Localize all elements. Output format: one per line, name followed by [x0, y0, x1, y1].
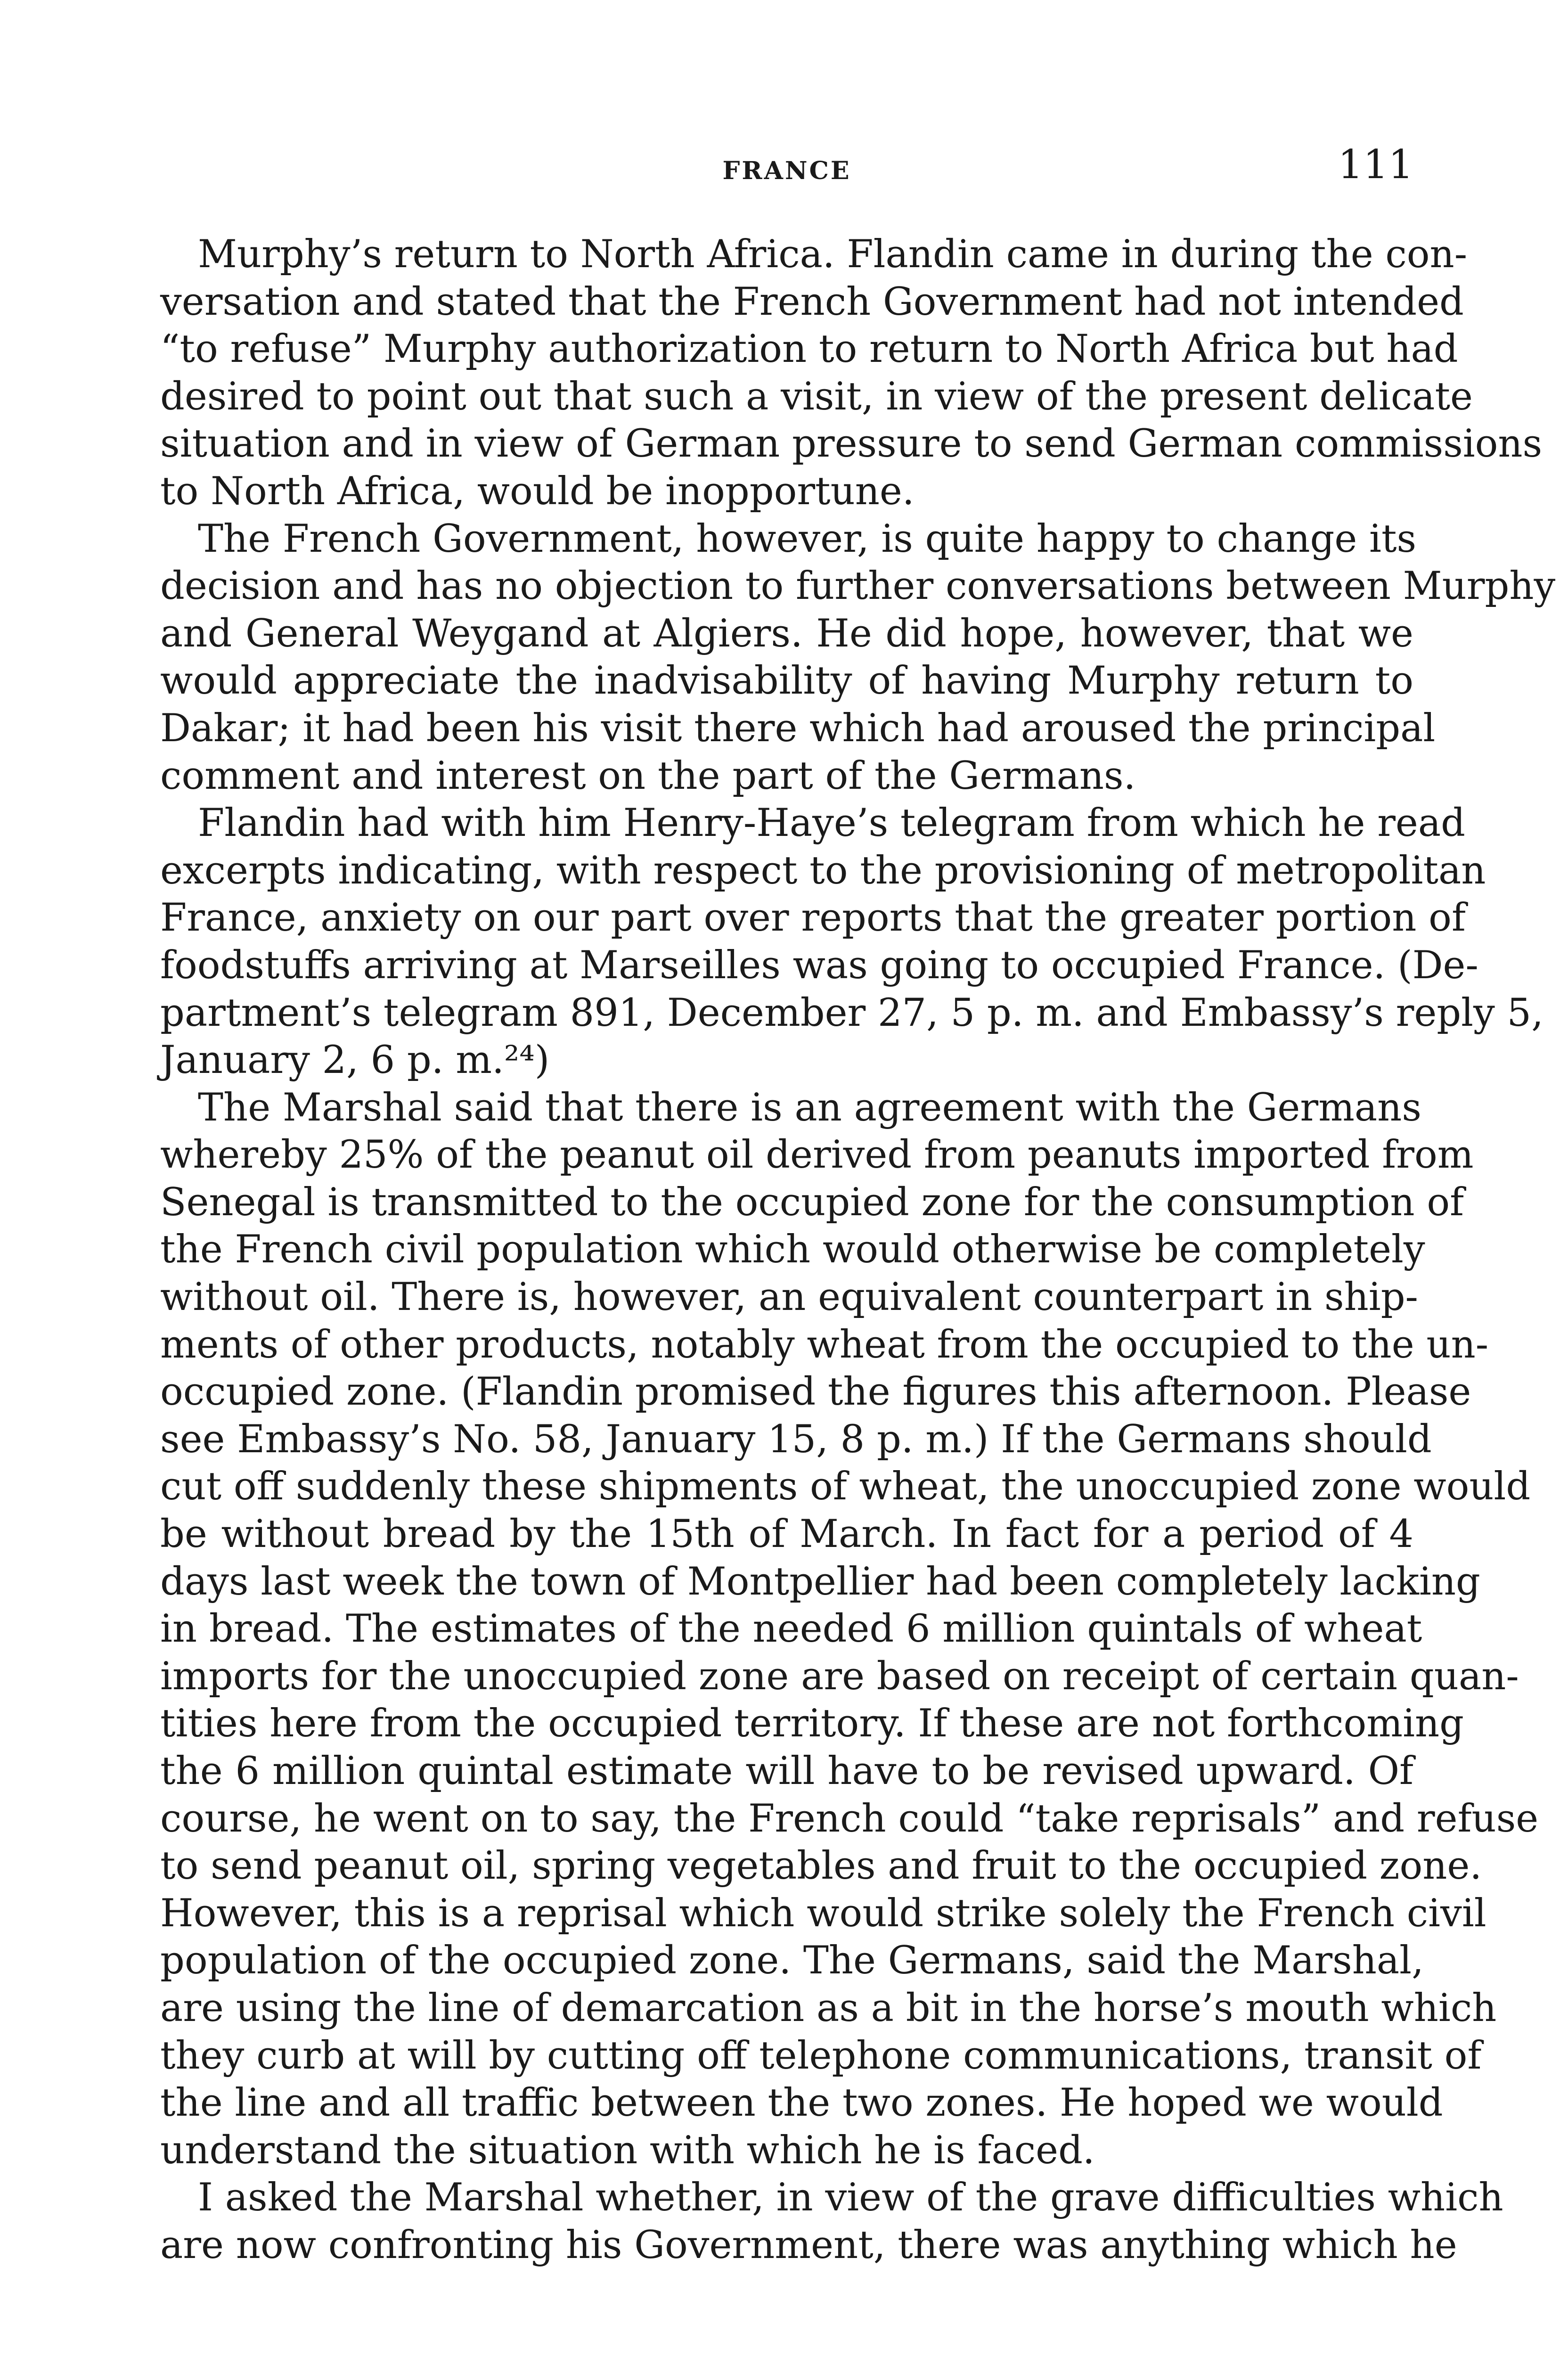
- text-line: “to refuse” Murphy authorization to return to North Africa but had: [160, 327, 1458, 372]
- text-line: Murphy’s return to North Africa. Flandin came in during the con-: [198, 232, 1468, 277]
- text-line: tities here from the occupied territory. If these are not forthcoming: [160, 1702, 1464, 1746]
- paragraph: [160, 800, 1544, 1084]
- text-line: to send peanut oil, spring vegetables and fruit to the occupied zone.: [160, 1844, 1482, 1889]
- text-line: are using the line of demarcation as a bit in the horse’s mouth which: [160, 1986, 1497, 2030]
- text-line: The Marshal said that there is an agreement with the Germans: [198, 1085, 1421, 1130]
- text-line: they curb at will by cutting off telephone communications, transit of: [160, 2033, 1482, 2078]
- text-line: Flandin had with him Henry-Haye’s telegram from which he read: [198, 801, 1466, 846]
- text-line: Senegal is transmitted to the occupied zone for the consumption of: [160, 1180, 1464, 1225]
- body-text: [160, 231, 1556, 2269]
- text-line: comment and interest on the part of the Germans.: [160, 753, 1136, 798]
- text-line: whereby 25% of the peanut oil derived from peanuts imported from: [160, 1133, 1474, 1178]
- text-line: I asked the Marshal whether, in view of the grave difficulties which: [198, 2176, 1503, 2220]
- paragraph: [160, 231, 1543, 515]
- text-line: Dakar; it had been his visit there which had aroused the principal: [160, 706, 1436, 751]
- text-line: foodstuffs arriving at Marseilles was going to occupied France. (De-: [160, 943, 1478, 988]
- running-head: [160, 141, 1413, 193]
- text-line: without oil. There is, however, an equivalent counterpart in ship-: [160, 1275, 1418, 1320]
- paragraph: [160, 515, 1556, 800]
- text-line: in bread. The estimates of the needed 6 million quintals of wheat: [160, 1607, 1422, 1652]
- text-line: occupied zone. (Flandin promised the figures this afternoon. Please: [160, 1370, 1471, 1415]
- text-line: desired to point out that such a visit, in view of the present delicate: [160, 374, 1473, 419]
- text-line: excerpts indicating, with respect to the provisioning of metropolitan: [160, 848, 1486, 893]
- text-line: the French civil population which would otherwise be completely: [160, 1227, 1425, 1272]
- paragraph: [160, 1084, 1539, 2175]
- text-line: are now confronting his Government, there was anything which he: [160, 2223, 1457, 2267]
- text-line: partment’s telegram 891, December 27, 5 p. m. and Embassy’s reply 5,: [160, 990, 1544, 1035]
- text-line: be without bread by the 15th of March. In fact for a period of 4: [160, 1512, 1413, 1557]
- text-line: population of the occupied zone. The Germans, said the Marshal,: [160, 1939, 1424, 1983]
- text-line: ments of other products, notably wheat from the occupied to the un-: [160, 1322, 1489, 1367]
- page-number: 111: [1338, 141, 1413, 188]
- text-line: to North Africa, would be inopportune.: [160, 469, 915, 514]
- text-line: The French Government, however, is quite happy to change its: [198, 516, 1417, 561]
- text-line: cut off suddenly these shipments of wheat, the unoccupied zone would: [160, 1464, 1531, 1509]
- text-line: understand the situation with which he is faced.: [160, 2128, 1095, 2173]
- text-line: versation and stated that the French Government had not intended: [160, 279, 1464, 324]
- text-line: and General Weygand at Algiers. He did hope, however, that we: [160, 611, 1413, 656]
- text-line: However, this is a reprisal which would strike solely the French civil: [160, 1891, 1486, 1936]
- text-line: January 2, 6 p. m.²⁴): [160, 1038, 550, 1083]
- text-line: the 6 million quintal estimate will have to be revised upward. Of: [160, 1749, 1413, 1793]
- text-line: France, anxiety on our part over reports that the greater portion of: [160, 896, 1466, 941]
- text-line: would appreciate the inadvisability of having Murphy return to: [160, 659, 1413, 704]
- text-line: decision and has no objection to further conversations between Murphy: [160, 564, 1556, 609]
- text-line: see Embassy’s No. 58, January 15, 8 p. m.) If the Germans should: [160, 1417, 1432, 1462]
- text-line: days last week the town of Montpellier had been completely lacking: [160, 1559, 1480, 1604]
- text-line: the line and all traffic between the two zones. He hoped we would: [160, 2081, 1443, 2126]
- text-line: situation and in view of German pressure to send German commissions: [160, 422, 1543, 466]
- text-line: course, he went on to say, the French could “take reprisals” and refuse: [160, 1796, 1539, 1841]
- running-title: FRANCE: [722, 156, 851, 185]
- paragraph: [160, 2174, 1503, 2269]
- text-line: imports for the unoccupied zone are based on receipt of certain quan-: [160, 1654, 1519, 1699]
